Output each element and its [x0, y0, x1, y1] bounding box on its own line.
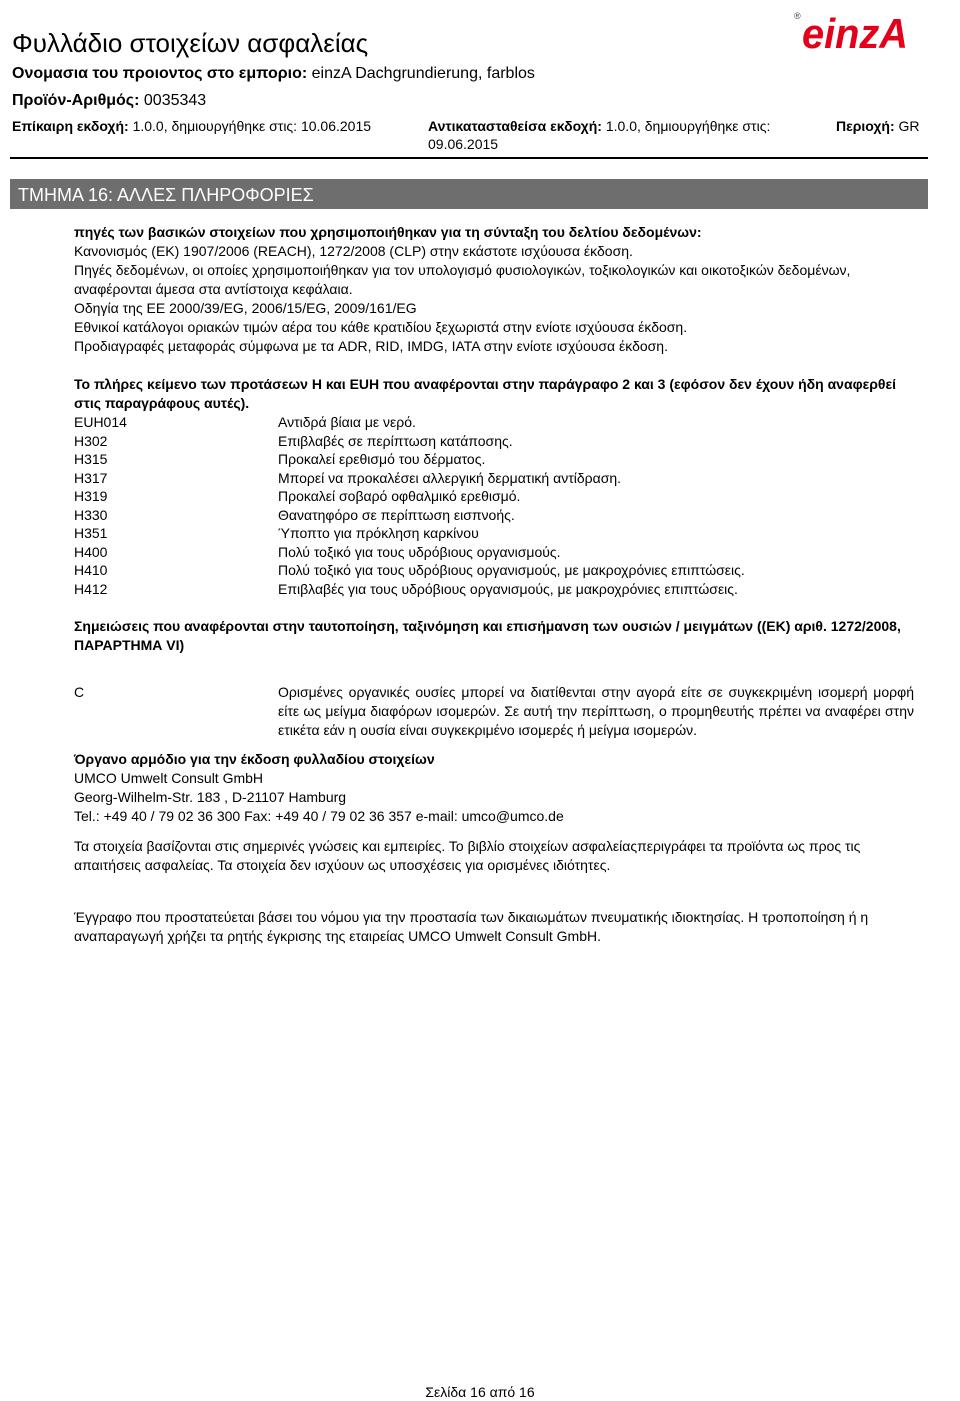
hazard-code: H317 [74, 469, 108, 486]
hazard-text: Πολύ τοξικό για τους υδρόβιους οργανισμούς, με μακροχρόνιες επιπτώσεις. [278, 562, 745, 578]
table-row [74, 580, 745, 599]
product-name-value: einzA Dachgrundierung, farblos [311, 65, 535, 82]
table-row [74, 413, 745, 432]
issuer-address: Georg-Wilhelm-Str. 183 , D-21107 Hamburg [74, 789, 347, 805]
hazard-text: Προκαλεί σοβαρό οφθαλμικό ερεθισμό. [278, 488, 521, 504]
sources-heading: πηγές των βασικών στοιχείων που χρησιμοποιήθηκαν για τη σύνταξη του δελτίου δεδομένων: [74, 224, 702, 240]
document-title: Φυλλάδιο στοιχείων ασφαλείας [12, 28, 369, 58]
hazard-code: H330 [74, 506, 108, 523]
table-row [74, 432, 745, 451]
sources-line: Εθνικοί κατάλογοι οριακών τιμών αέρα του κάθε κρατιδίου ξεχωριστά στην ενίοτε ισχύουσα έκδοση. [74, 319, 688, 335]
notes-heading: Σημειώσεις που αναφέρονται στην ταυτοποίηση, ταξινόμηση και επισήμανση των ουσιών / μειγμάτων ((ΕΚ) αριθ. 1272/2008, ΠΑΡΑΡΤΗΜΑ VI) [74, 618, 901, 653]
current-version-label: Επίκαιρη εκδοχή: [12, 118, 129, 134]
hazard-text: Πολύ τοξικό για τους υδρόβιους οργανισμούς. [278, 543, 561, 560]
hazard-code: H302 [74, 432, 108, 449]
hazard-text: Επιβλαβές σε περίπτωση κατάποσης. [278, 432, 513, 449]
current-version-value: 1.0.0, δημιουργήθηκε στις: 10.06.2015 [132, 118, 372, 134]
svg-text:einzA: einzA [802, 10, 908, 56]
page-number: Σελίδα 16 από 16 [425, 1384, 535, 1400]
note-text: Ορισμένες οργανικές ουσίες μπορεί να διατίθενται στην αγορά είτε σε συγκεκριμένη ισομερή μορφή είτε ως μείγμα διαφόρων ισομερών. Σε αυτή την περίπτωση, ο προμηθευτής πρέπει να αναφέρει στην ετικέτα εάν η ουσία είναι συγκεκριμένο ισομερές ή μείγμα ισομερών. [278, 684, 914, 738]
hazard-text: Αντιδρά βίαια με νερό. [278, 414, 416, 430]
product-name-line [12, 64, 535, 84]
hazard-text: Προκαλεί ερεθισμό του δέρματος. [278, 451, 486, 467]
svg-text:®: ® [794, 11, 801, 21]
sources-line: Οδηγία της ΕΕ 2000/39/EG, 2006/15/EG, 2009/161/EG [74, 300, 417, 316]
hazard-text: Θανατηφόρο σε περίπτωση εισπνοής. [278, 506, 515, 523]
region-value: GR [898, 118, 920, 134]
product-name-label: Ονομασια του προιοντος στο εμποριο: [12, 65, 308, 82]
section-content [74, 223, 914, 946]
sources-line: Πηγές δεδομένων, οι οποίες χρησιμοποιήθηκαν για τον υπολογισμό φυσιολογικών, τοξικολογικών και οικοτοξικών δεδομένων, αναφέρονται άμεσα στα αντίστοιχα κεφάλαια. [74, 262, 851, 297]
issuer-heading: Όργανο αρμόδιο για την έκδοση φυλλαδίου στοιχείων [74, 751, 435, 767]
section-title-bar: ΤΜΗΜΑ 16: ΑΛΛΕΣ ΠΛΗΡΟΦΟΡΙΕΣ [10, 179, 928, 209]
table-row [74, 543, 745, 562]
hazard-code: H315 [74, 451, 108, 467]
region [836, 117, 920, 135]
product-number-line [12, 91, 206, 111]
note-c-row [74, 683, 914, 740]
h-statements-table [74, 413, 745, 598]
hazard-code: H412 [74, 580, 108, 597]
replaced-version-label: Αντικατασταθείσα εκδοχή: [428, 118, 602, 134]
sources-line: Κανονισμός (ΕΚ) 1907/2006 (REACH), 1272/2008 (CLP) στην εκάστοτε ισχύουσα έκδοση. [74, 243, 633, 259]
hazard-text: Επιβλαβές για τους υδρόβιους οργανισμούς, με μακροχρόνιες επιπτώσεις. [278, 580, 738, 597]
issuer-contact: Tel.: +49 40 / 79 02 36 300 Fax: +49 40 / 79 02 36 357 e-mail: umco@umco.de [74, 808, 564, 824]
hazard-text: Ύποπτο για πρόκληση καρκίνου [278, 525, 479, 541]
hazard-code: H410 [74, 562, 108, 578]
replaced-version-value: 1.0.0, δημιουργήθηκε στις: 09.06.2015 [428, 118, 771, 152]
table-row [74, 506, 745, 525]
table-row [74, 487, 745, 506]
header-divider [10, 157, 928, 159]
table-row [74, 450, 745, 469]
product-number-label: Προϊόν-Αριθμός: [12, 92, 140, 109]
current-version [12, 117, 371, 135]
hazard-code: H400 [74, 543, 108, 560]
table-row [74, 469, 745, 488]
hazard-code: EUH014 [74, 414, 127, 430]
disclaimer: Τα στοιχεία βασίζονται στις σημερινές γνώσεις και εμπειρίες. Το βιβλίο στοιχείων ασφαλείαςπεριγράφει τα προϊόντα ως προς τις απαιτήσεις ασφαλείας. Τα στοιχεία δεν ισχύουν ως υποσχέσεις για ορισμένες ιδιότητες. [74, 838, 861, 873]
hazard-code: H351 [74, 525, 108, 541]
sources-line: Προδιαγραφές μεταφοράς σύμφωνα με τα ADR, RID, IMDG, IATA στην ενίοτε ισχύουσα έκδοση. [74, 338, 668, 354]
h-statements-heading: Το πλήρες κείμενο των προτάσεων Η και EUH που αναφέρονται στην παράγραφο 2 και 3 (εφόσον δεν έχουν ήδη αναφερθεί στις παραγράφους αυτές). [74, 376, 896, 411]
hazard-text: Μπορεί να προκαλέσει αλλεργική δερματική αντίδραση. [278, 469, 622, 486]
region-label: Περιοχή: [836, 118, 895, 134]
einza-logo [790, 4, 912, 56]
table-row [74, 524, 745, 543]
note-key: C [74, 684, 85, 700]
hazard-code: H319 [74, 488, 108, 504]
table-row [74, 561, 745, 580]
product-number-value: 0035343 [143, 92, 207, 109]
copyright-notice: Έγγραφο που προστατεύεται βάσει του νόμου για την προστασία των δικαιωμάτων πνευματικής ιδιοκτησίας. Η τροποποίηση ή η αναπαραγωγή χρήζει τα ρητής έγκρισης της εταιρείας UMCO Umwelt Consult GmbH. [74, 909, 869, 944]
issuer-company: UMCO Umwelt Consult GmbH [74, 770, 264, 786]
replaced-version [428, 117, 798, 153]
